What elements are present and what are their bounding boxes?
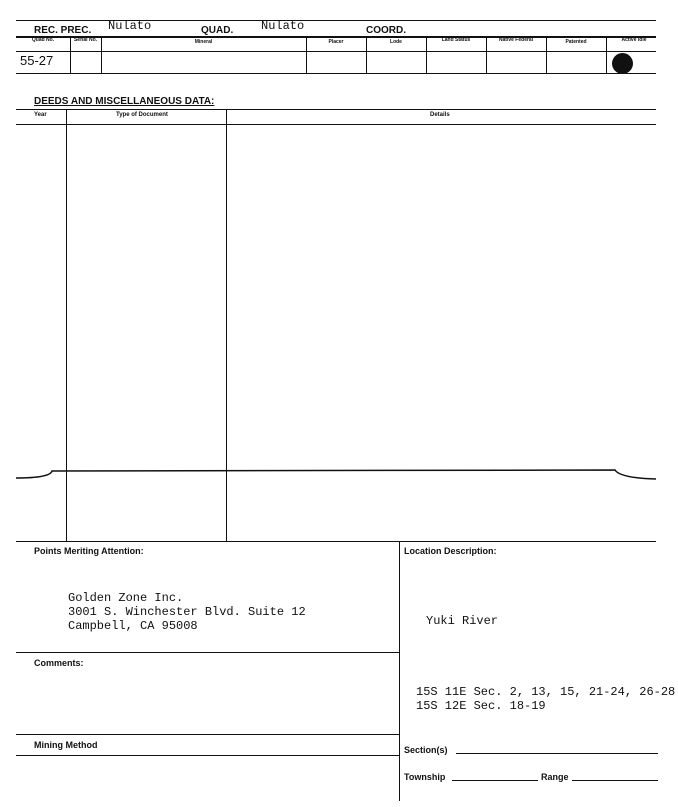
col-year: Year [34, 112, 47, 118]
address-line: 3001 S. Winchester Blvd. Suite 12 [68, 605, 306, 619]
quad-value: Nulato [261, 19, 305, 33]
sections-label: Section(s) [404, 745, 448, 755]
col-land-status: Land Status [441, 37, 471, 43]
rec-prec-value: Nulato [108, 19, 152, 33]
col-mineral: Mineral [194, 39, 213, 45]
col-details: Details [430, 112, 450, 118]
township-label: Township [404, 772, 446, 782]
col-patented: Patented [565, 39, 587, 45]
range-label: Range [541, 772, 569, 782]
section-line: 15S 11E Sec. 2, 13, 15, 21-24, 26-28 [416, 685, 676, 699]
points-label: Points Meriting Attention: [34, 546, 144, 556]
location-sections [416, 685, 675, 713]
col-serial-no: Serial No. [73, 37, 98, 43]
location-label: Location Description: [404, 546, 497, 556]
col-quad-no: Quad No. [31, 37, 55, 43]
points-address [68, 591, 306, 633]
col-native-federal: Native Federal [498, 37, 534, 43]
address-line: Campbell, CA 95008 [68, 619, 198, 633]
quad-no-value: 55-27 [20, 53, 54, 68]
coord-label: COORD. [366, 25, 406, 36]
section-line: 15S 12E Sec. 18-19 [416, 699, 546, 713]
mining-method-label: Mining Method [34, 740, 98, 750]
col-active-idle: Active Idle [621, 37, 647, 43]
col-lode: Lode [390, 39, 402, 45]
rec-prec-label: REC. PREC. [34, 25, 92, 36]
deeds-title: DEEDS AND MISCELLANEOUS DATA: [34, 96, 215, 107]
quad-label: QUAD. [201, 25, 234, 36]
col-placer: Placer [328, 39, 344, 45]
active-dot [612, 53, 633, 74]
fold-line [0, 462, 678, 484]
address-line: Golden Zone Inc. [68, 591, 184, 605]
location-river: Yuki River [426, 614, 499, 628]
comments-label: Comments: [34, 658, 84, 668]
col-type-of-document: Type of Document [116, 112, 168, 118]
